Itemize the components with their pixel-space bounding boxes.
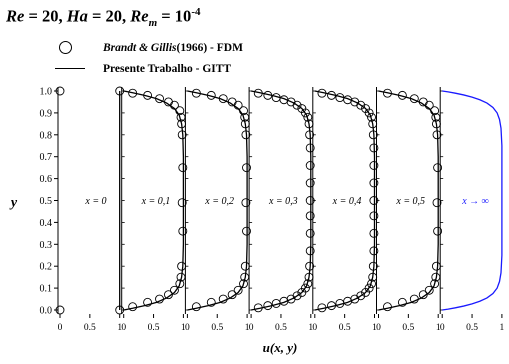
x-tick-label: 0.5 [466, 323, 478, 333]
y-tick-label: 0.1 [39, 283, 52, 295]
x-tick-label: 0 [376, 323, 381, 333]
x-tick-label: 0.5 [402, 323, 415, 333]
re-value: = 20, [24, 6, 67, 26]
rem-value: = 10 [157, 6, 192, 26]
data-point-marker [410, 295, 418, 303]
y-tick-label: 1.0 [39, 86, 52, 98]
x-tick-label: 0.5 [338, 323, 351, 333]
x-tick-label: 1 [308, 323, 314, 333]
data-point-marker [432, 262, 440, 270]
panel-label: x = 0 [85, 196, 107, 207]
y-tick-label: 0.8 [39, 130, 52, 142]
data-point-marker [129, 303, 137, 311]
x-tick-label: 0 [121, 323, 127, 333]
x-tick-label: 1 [435, 323, 441, 333]
data-point-marker [192, 303, 200, 311]
x-tick-label: 1 [117, 323, 123, 333]
panel-label: x = 0,4 [332, 196, 362, 207]
panel-label: x = 0,1 [141, 196, 171, 207]
panel-label: x = 0,3 [268, 196, 298, 207]
x-tick-label: 0.5 [147, 323, 160, 333]
x-tick-label: 0.5 [83, 323, 96, 333]
x-tick-label: 0 [312, 323, 318, 333]
y-tick-label: 0.7 [39, 152, 52, 164]
y-tick-label: 0.6 [39, 174, 52, 186]
x-tick-label: 0 [439, 323, 445, 333]
ha-symbol: Ha [66, 6, 88, 26]
x-tick-label: 1 [499, 323, 505, 333]
x-tick-label: 0 [185, 323, 190, 333]
legend-fdm-rest: (1966) - FDM [176, 42, 243, 54]
x-tick-label: 1 [181, 323, 186, 333]
legend-gitt-label: Presente Trabalho - GITT [103, 63, 232, 75]
panel-label: x → ∞ [462, 196, 489, 207]
y-tick-label: 0.4 [39, 217, 52, 229]
x-tick-label: 0.5 [275, 323, 287, 333]
x-tick-label: 0 [57, 323, 63, 333]
re-symbol: Re [6, 6, 25, 26]
data-point-marker [383, 303, 391, 311]
y-tick-label: 0.3 [39, 239, 52, 251]
rem-subscript: m [148, 16, 158, 29]
legend-fdm-author: Brandt & Gillis [103, 42, 177, 54]
data-point-marker [241, 262, 249, 270]
data-point-marker [156, 295, 164, 303]
x-tick-label: 0 [248, 323, 254, 333]
rem-symbol: Re [130, 6, 149, 26]
y-tick-label: 0.2 [39, 261, 52, 273]
x-tick-label: 0.5 [211, 323, 224, 333]
y-axis-label: y [10, 195, 18, 211]
y-tick-label: 0.5 [39, 196, 52, 207]
x-axis-label: u(x, y) [262, 340, 298, 355]
y-tick-label: 0.9 [39, 108, 52, 120]
ha-value: = 20, [87, 6, 131, 26]
y-tick-label: 0.0 [39, 305, 52, 317]
panel-label: x = 0,2 [205, 196, 234, 207]
x-tick-label: 1 [372, 323, 377, 333]
x-tick-label: 1 [244, 323, 250, 333]
panel-label: x = 0,5 [396, 196, 426, 207]
data-point-marker [178, 262, 186, 270]
data-point-marker [219, 295, 227, 303]
rem-exponent: -4 [191, 6, 201, 18]
